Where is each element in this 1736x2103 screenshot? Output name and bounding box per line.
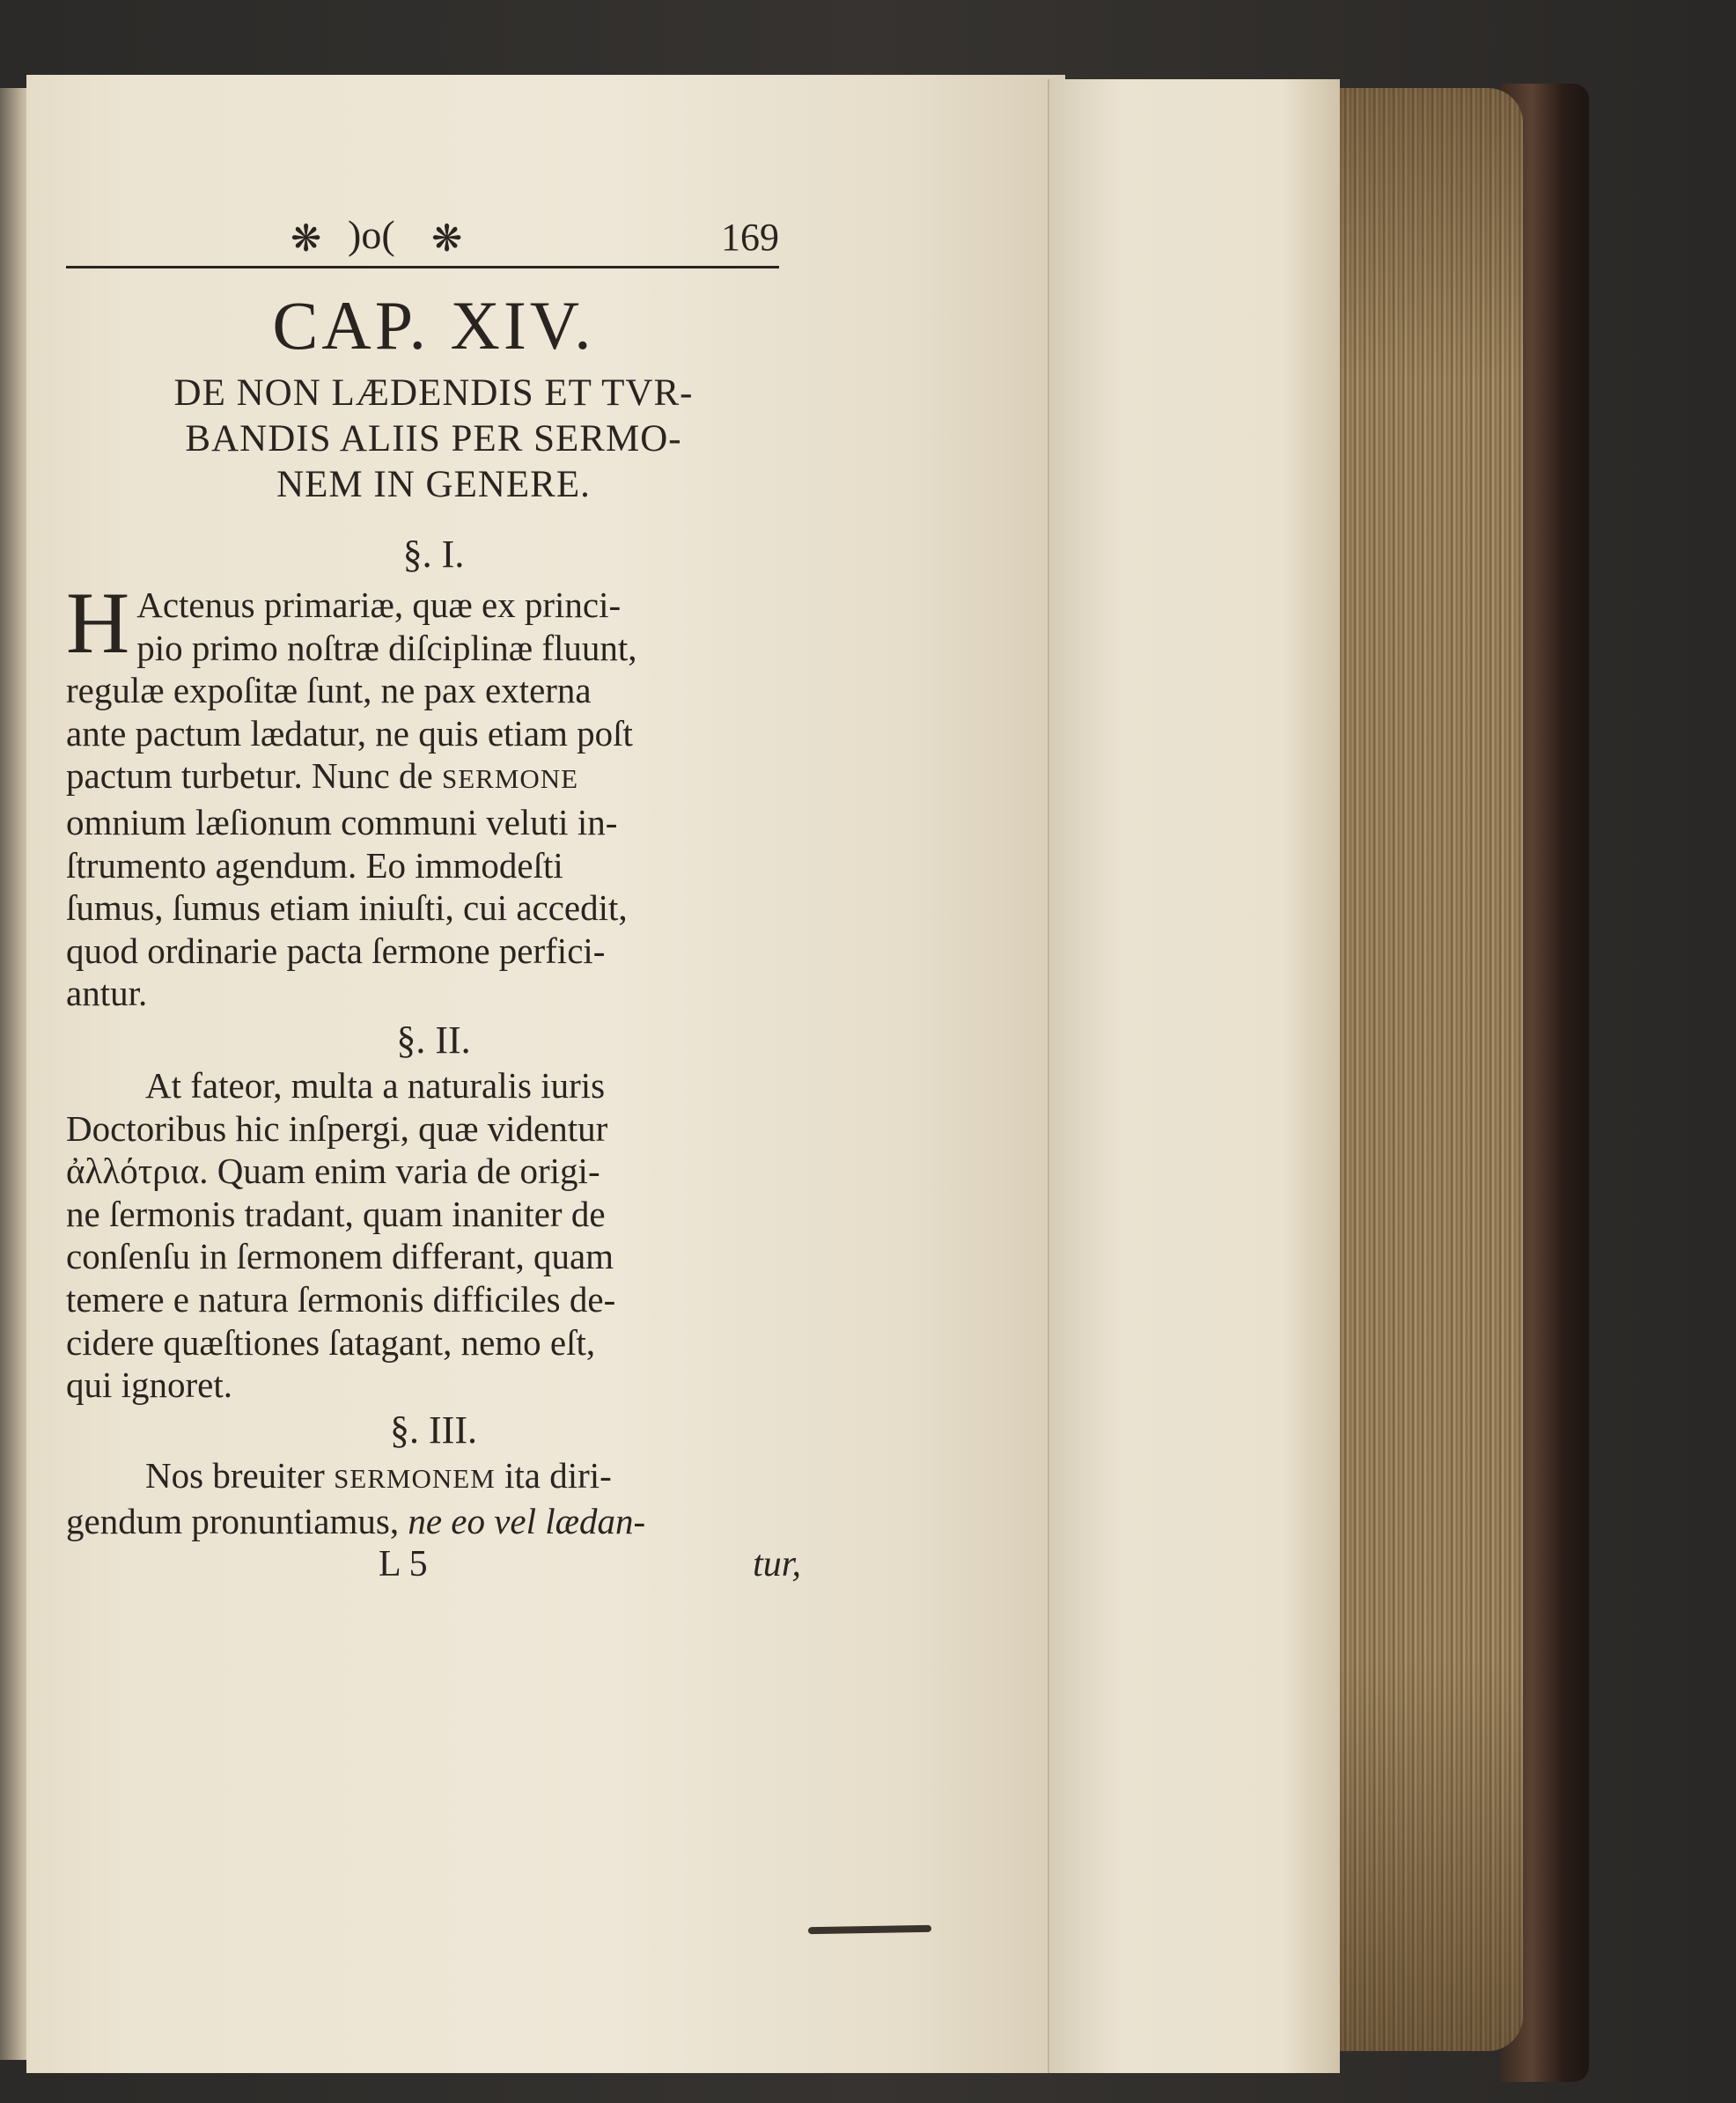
text-block (66, 204, 801, 1587)
subtitle-line: DE NON LÆDENDIS ET TVR- (173, 372, 694, 414)
text-line (66, 1454, 801, 1501)
text-line (66, 1500, 801, 1543)
section-mark-3: §. III. (390, 1408, 477, 1452)
section-mark-2: §. II. (396, 1018, 471, 1062)
running-head-marker: )o( (348, 212, 395, 257)
page-footer (66, 1543, 801, 1587)
text-line: temere e natura ſermonis difficiles de- (66, 1278, 616, 1320)
chapter-subtitle (66, 371, 801, 508)
smallcaps-term: SERMONE (441, 763, 579, 795)
text-line: quod ordinarie pacta ſermone perfici- (66, 930, 606, 971)
text-line: cidere quæſtiones ſatagant, nemo eſt, (66, 1321, 596, 1363)
running-head (66, 204, 779, 268)
text-line: Doctoribus hic inſpergi, quæ videntur (66, 1107, 608, 1149)
ornament-left-icon: ❋ (291, 217, 322, 260)
text-segment: Nos breuiter (145, 1454, 325, 1496)
text-segment: gendum pronuntiamus, (66, 1501, 400, 1542)
page-block-shadow (1312, 88, 1523, 2051)
ornament-right-icon: ❋ (431, 217, 463, 260)
text-line: conſenſu in ſermonem differant, quam (66, 1236, 614, 1277)
text-line: Actenus primariæ, quæ ex princi- (136, 585, 622, 625)
text-line: ante pactum lædatur, ne quis etiam poſt (66, 712, 633, 754)
text-line: At fateor, multa a naturalis iuris (145, 1064, 606, 1106)
text-line: ne ſermonis tradant, quam inaniter de (66, 1193, 606, 1234)
italic-phrase: ne eo vel lædan- (408, 1501, 646, 1542)
drop-cap: H (66, 574, 130, 672)
subtitle-line: BANDIS ALIIS PER SERMO- (185, 418, 682, 460)
text-line: ſtrumento agendum. Eo immodeſti (66, 844, 563, 886)
paragraph-3 (66, 1454, 801, 1543)
text-line: ἀλλότρια. Quam enim varia de origi- (66, 1151, 600, 1192)
text-line: antur. (66, 973, 148, 1014)
blank-flyleaf (1048, 79, 1340, 2073)
paragraph-1 (66, 574, 801, 1015)
text-line: ſumus, ſumus etiam iniuſti, cui accedit, (66, 887, 628, 929)
page-number: 169 (721, 216, 779, 259)
text-segment: ita diri- (504, 1454, 612, 1496)
catchword: tur, (753, 1543, 801, 1585)
text-line (66, 754, 801, 801)
signature-mark: L 5 (379, 1543, 428, 1585)
text-segment: pactum turbetur. Nunc de (66, 755, 433, 797)
subtitle-line: NEM IN GENERE. (276, 464, 591, 505)
section-mark-1: §. I. (402, 533, 465, 576)
smallcaps-term: SERMONEM (334, 1462, 496, 1494)
text-line: pio primo noſtræ diſciplinæ fluunt, (136, 627, 637, 668)
text-line: omnium læſionum communi veluti in- (66, 801, 618, 842)
chapter-title: CAP. XIV. (272, 287, 595, 364)
text-line: qui ignoret. (66, 1364, 233, 1406)
paragraph-2 (66, 1064, 801, 1407)
text-line: regulæ expoſitæ ſunt, ne pax externa (66, 670, 592, 711)
